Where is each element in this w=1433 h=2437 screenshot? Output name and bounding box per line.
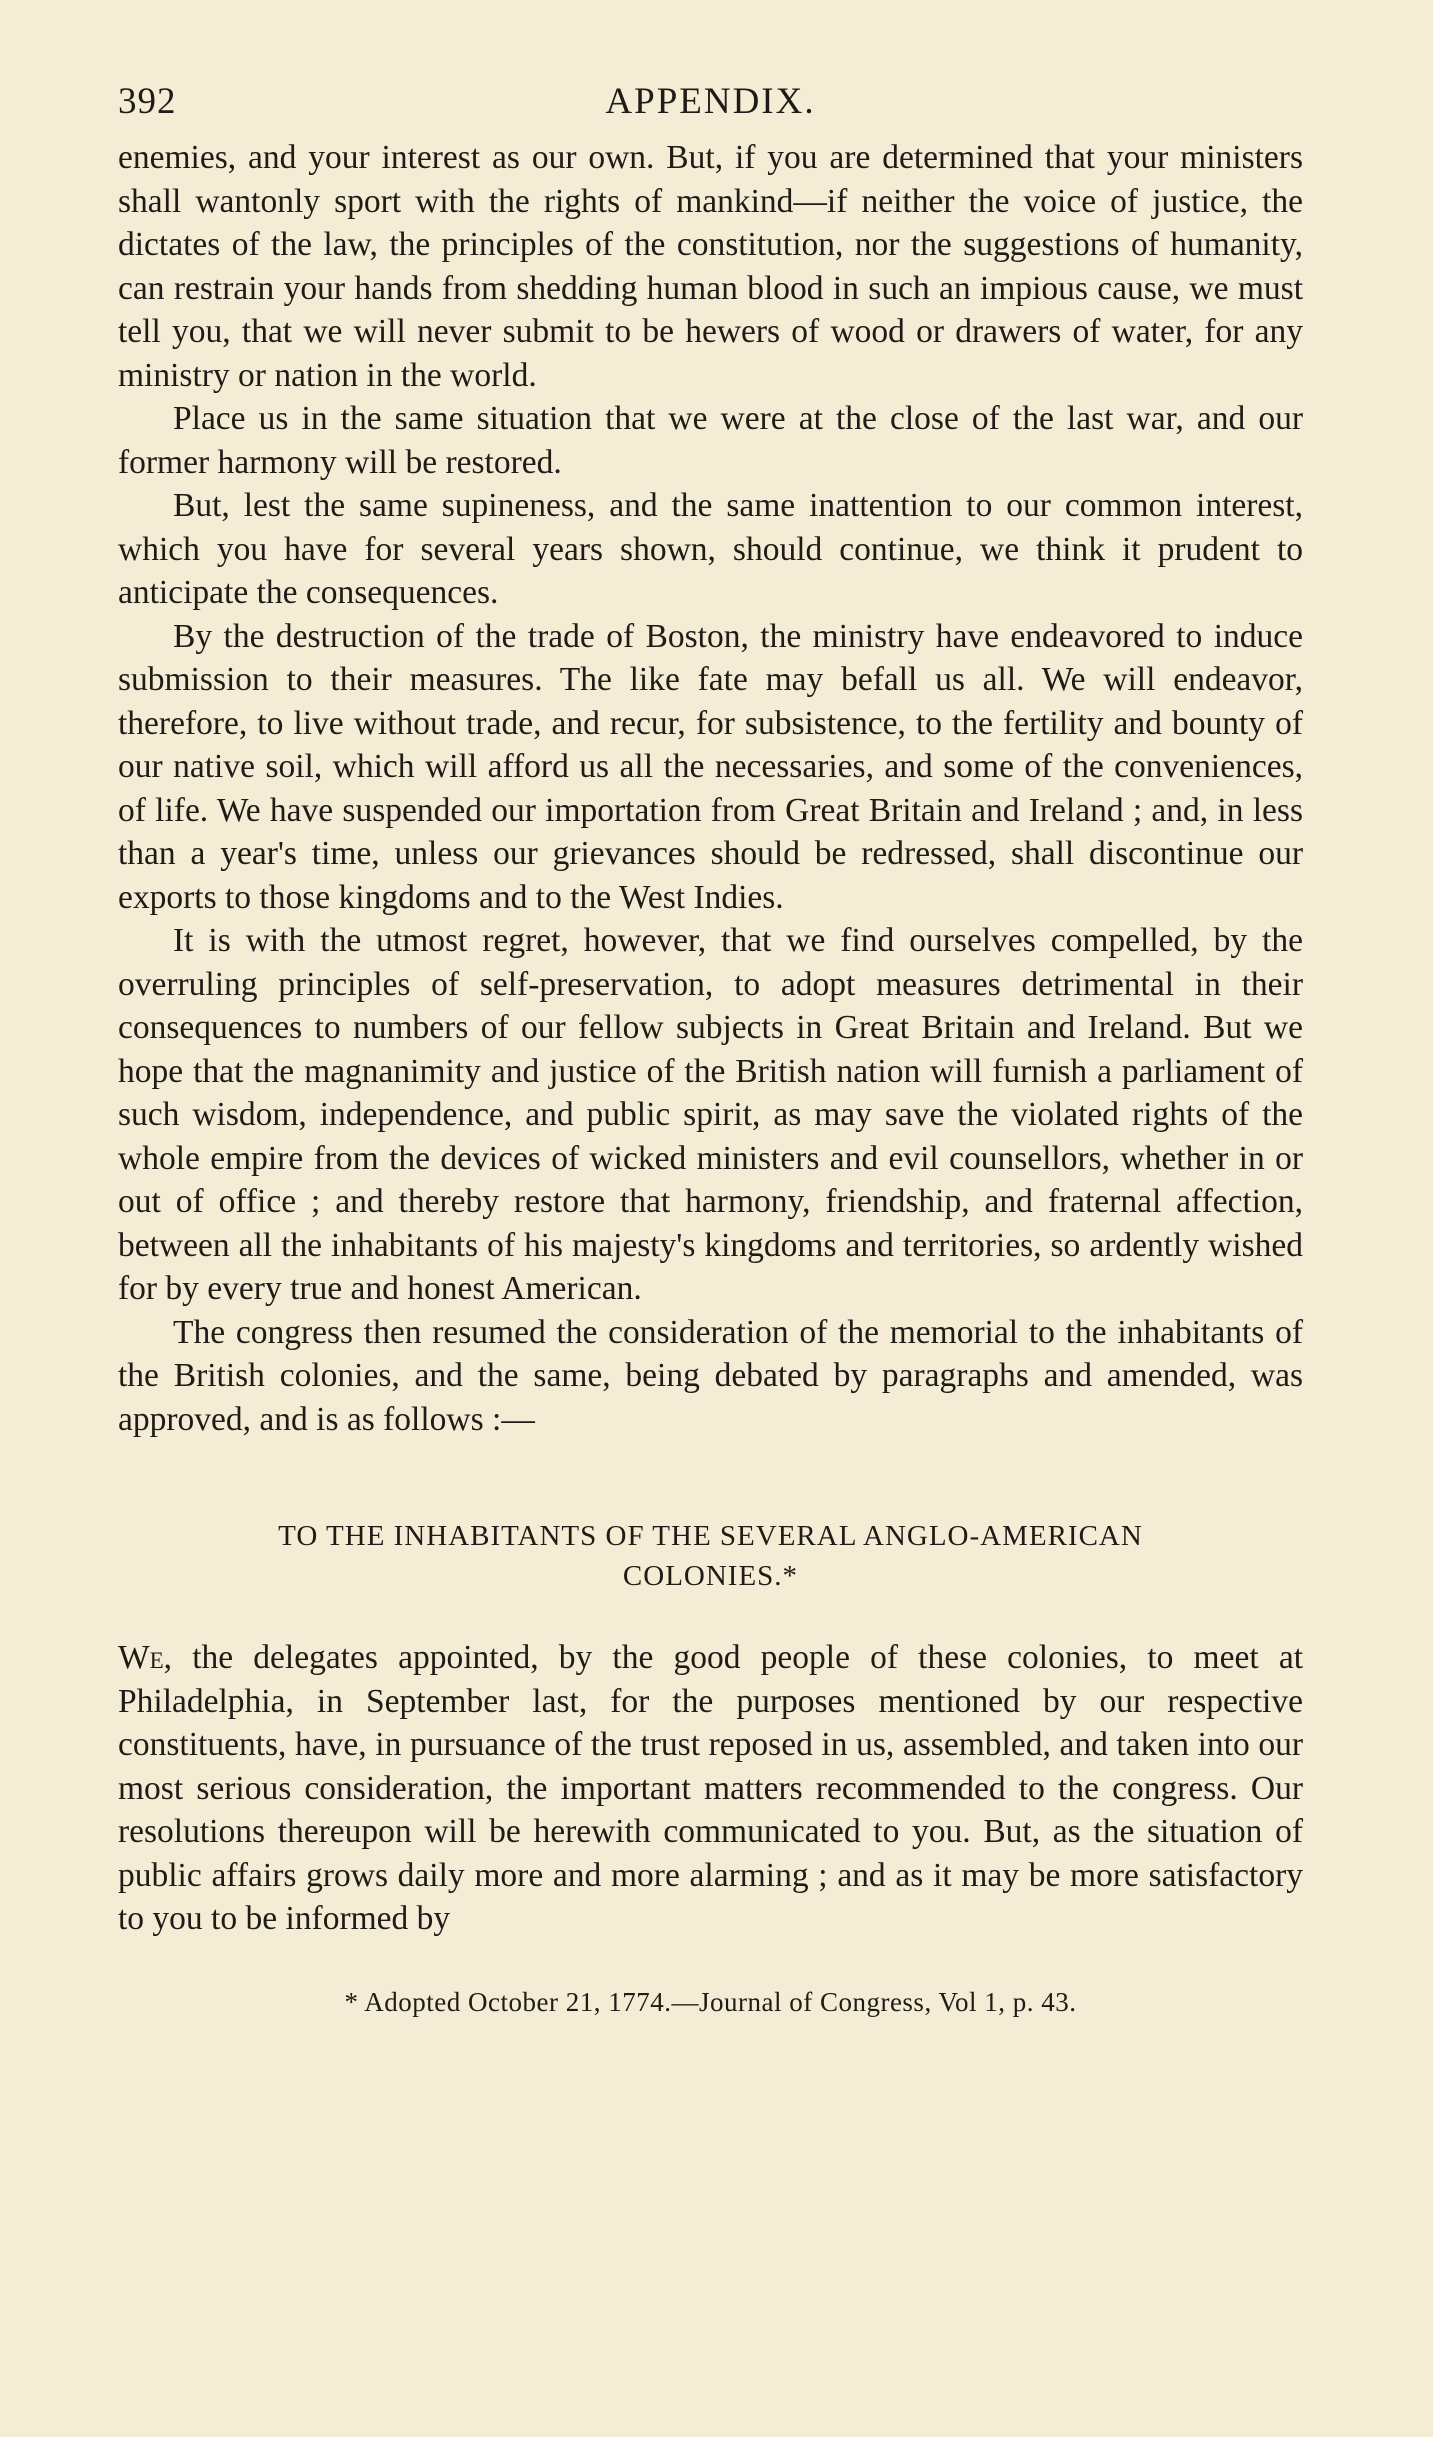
paragraph-2: Place us in the same situation that we were at the close of the last war, and our former harmony will be restored. xyxy=(118,400,1303,481)
running-title: APPENDIX. xyxy=(605,81,816,122)
section-heading-line-1: TO THE INHABITANTS OF THE SEVERAL ANGLO-AMERICAN xyxy=(278,1520,1143,1552)
paragraph-5: It is with the utmost regret, however, that we find ourselves compelled, by the overruling principles of self-preservation, to adopt measures detrimental in their consequences to numbers of our fellow subjects in Great Britain and Ireland. But we hope that the magnanimity and justice of the British nation will furnish a parliament of such wisdom, independence, and public spirit, as may save the violated rights of the whole empire from the devices of wicked ministers and evil counsellors, whether in or out of office ; and thereby restore that harmony, friendship, and fraternal affection, between all the inhabitants of his majesty's kingdoms and territories, so ardently wished for by every true and honest American. xyxy=(118,922,1303,1307)
body-text xyxy=(118,136,1303,1441)
paragraph-6: The congress then resumed the consideration of the memorial to the inhabitants of the British colonies, and the same, being debated by paragraphs and amended, was approved, and is as follows :— xyxy=(118,1313,1303,1438)
paragraph-4: By the destruction of the trade of Boston, the ministry have endeavored to induce submission to their measures. The like fate may befall us all. We will endeavor, therefore, to live without trade, and recur, for subsistence, to the fertility and bounty of our native soil, which will afford us all the necessaries, and some of the conveniences, of life. We have suspended our importation from Great Britain and Ireland ; and, in less than a year's time, unless our grievances should be redressed, shall discontinue our exports to those kingdoms and to the West Indies. xyxy=(118,617,1303,916)
paragraph-1: enemies, and your interest as our own. But, if you are determined that your ministers shall wantonly sport with the rights of mankind—if neither the voice of justice, the dictates of the law, the principles of the constitution, nor the suggestions of humanity, can restrain your hands from shedding human blood in such an impious cause, we must tell you, that we will never submit to be hewers of wood or drawers of water, for any ministry or nation in the world. xyxy=(118,139,1303,394)
drop-word: We xyxy=(118,1639,164,1676)
footnote: * Adopted October 21, 1774.—Journal of Congress, Vol 1, p. 43. xyxy=(344,1986,1077,2017)
paragraph-3: But, lest the same supineness, and the same inattention to our common interest, which you have for several years shown, should continue, we think it prudent to anticipate the consequences. xyxy=(118,487,1303,611)
running-head xyxy=(118,80,1303,136)
memorial-text xyxy=(118,1636,1303,1941)
section-heading-line-2: COLONIES.* xyxy=(622,1560,799,1592)
section-heading xyxy=(118,1516,1303,1596)
memorial-paragraph-text: , the delegates appointed, by the good people of these colonies, to meet at Philadelphia, in September last, for the purposes mentioned by our respective constituents, have, in pursuance of the trust reposed in us, assembled, and taken into our most serious consideration, the important matters recommended to the congress. Our resolutions thereupon will be herewith communicated to you. But, as the situation of public affairs grows daily more and more alarming ; and as it may be more satisfactory to you to be informed by xyxy=(118,1639,1303,1937)
page-number: 392 xyxy=(118,81,177,122)
memorial-paragraph xyxy=(118,1636,1303,1941)
